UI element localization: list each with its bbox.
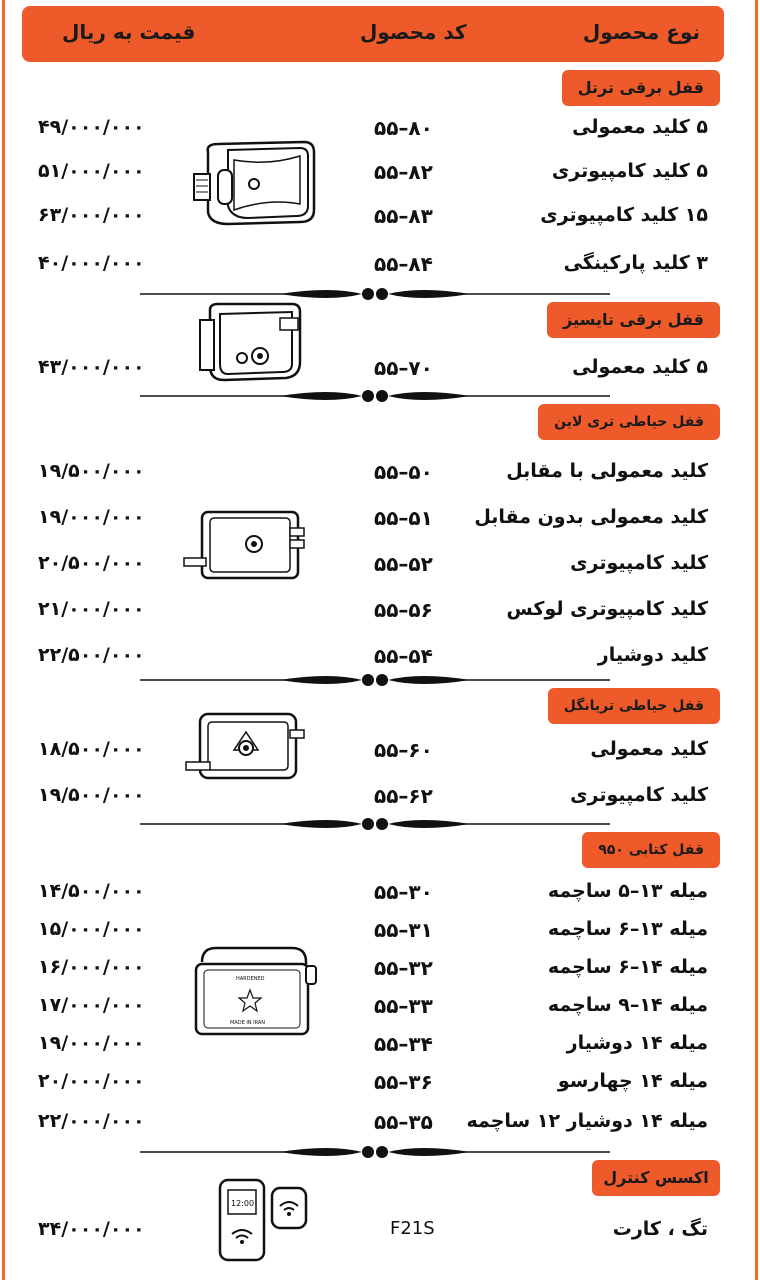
product-name: ۱۵ کلید کامپیوتری	[540, 204, 708, 226]
product-code: ۵۵–۳۵	[374, 1110, 433, 1134]
table-row	[0, 200, 760, 234]
table-row	[0, 1106, 760, 1140]
product-name: کلید معمولی با مقابل	[506, 460, 708, 482]
product-code: ۵۵–۵۰	[374, 460, 433, 484]
header-price: قیمت به ریال	[62, 20, 196, 44]
product-price: ۴۳/۰۰۰/۰۰۰	[38, 356, 145, 378]
table-row	[0, 112, 760, 146]
product-price: ۱۴/۵۰۰/۰۰۰	[38, 880, 145, 902]
ornamental-divider	[140, 386, 610, 406]
product-code: ۵۵–۷۰	[374, 356, 433, 380]
table-row	[0, 640, 760, 674]
product-name: ۵ کلید معمولی	[572, 356, 708, 378]
product-code: ۵۵–۶۰	[374, 738, 433, 762]
table-row	[0, 876, 760, 910]
product-code: F21S	[390, 1218, 435, 1239]
table-row	[0, 352, 760, 386]
product-name: کلید دوشیار	[597, 644, 708, 666]
product-name: کلید کامپیوتری	[570, 784, 708, 806]
reader-display-time: 12:00	[231, 1199, 255, 1208]
table-row	[0, 914, 760, 948]
product-name: ۵ کلید کامپیوتری	[551, 160, 708, 182]
yard-lock-triangle-icon	[182, 710, 308, 786]
product-code: ۵۵–۳۰	[374, 880, 433, 904]
product-price: ۴۰/۰۰۰/۰۰۰	[38, 252, 145, 274]
table-header	[22, 6, 724, 62]
padlock-origin-text: MADE IN IRAN	[230, 1020, 266, 1026]
padlock-brand-text: HARDENED	[236, 976, 265, 982]
product-price: ۳۴/۰۰۰/۰۰۰	[38, 1218, 145, 1240]
product-code: ۵۵–۳۶	[374, 1070, 433, 1094]
product-code: ۵۵–۳۴	[374, 1032, 433, 1056]
access-control-reader-icon	[214, 1172, 310, 1268]
product-name: میله ۱۳–۶ ساچمه	[547, 918, 708, 940]
product-name: میله ۱۳–۵ ساچمه	[547, 880, 708, 902]
yard-lock-triline-icon	[180, 506, 308, 586]
product-name: کلید معمولی بدون مقابل	[474, 506, 708, 528]
product-price: ۱۵/۰۰۰/۰۰۰	[38, 918, 145, 940]
product-price: ۱۹/۰۰۰/۰۰۰	[38, 1032, 145, 1054]
product-price: ۵۱/۰۰۰/۰۰۰	[38, 160, 145, 182]
ornamental-divider	[140, 670, 610, 690]
product-code: ۵۵–۳۱	[374, 918, 433, 942]
product-price: ۲۱/۰۰۰/۰۰۰	[38, 598, 145, 620]
product-code: ۵۵–۸۳	[374, 204, 433, 228]
product-name: میله ۱۴–۶ ساچمه	[547, 956, 708, 978]
table-row	[0, 1028, 760, 1062]
table-row	[0, 248, 760, 282]
product-name: کلید کامپیوتری	[570, 552, 708, 574]
section-title-triline: قفل حیاطی تری لاین	[538, 404, 720, 440]
table-row	[0, 1066, 760, 1100]
electric-lock-taysiz-icon	[196, 300, 306, 386]
product-name: کلید کامپیوتری لوکس	[506, 598, 708, 620]
section-title-access-control: اکسس کنترل	[592, 1160, 720, 1196]
product-code: ۵۵–۳۲	[374, 956, 433, 980]
product-name: ۳ کلید پارکینگی	[563, 252, 708, 274]
table-row	[0, 156, 760, 190]
section-title-turtle: قفل برقی ترتل	[562, 70, 720, 106]
section-title-triangle: قفل حیاطی تریانگل	[548, 688, 720, 724]
padlock-950-icon	[190, 942, 322, 1038]
product-price: ۲۰/۵۰۰/۰۰۰	[38, 552, 145, 574]
product-code: ۵۵–۸۴	[374, 252, 433, 276]
product-code: ۵۵–۸۲	[374, 160, 433, 184]
table-row	[0, 456, 760, 490]
product-price: ۲۰/۰۰۰/۰۰۰	[38, 1070, 145, 1092]
product-price: ۲۲/۰۰۰/۰۰۰	[38, 1110, 145, 1132]
product-price: ۱۹/۰۰۰/۰۰۰	[38, 506, 145, 528]
product-price: ۱۸/۵۰۰/۰۰۰	[38, 738, 145, 760]
product-code: ۵۵–۵۶	[374, 598, 433, 622]
product-name: میله ۱۴–۹ ساچمه	[547, 994, 708, 1016]
product-code: ۵۵–۵۱	[374, 506, 433, 530]
table-row	[0, 990, 760, 1024]
table-row	[0, 780, 760, 814]
header-product-code: کد محصول	[360, 20, 467, 44]
product-name: تگ ، کارت	[612, 1218, 708, 1240]
product-price: ۶۳/۰۰۰/۰۰۰	[38, 204, 145, 226]
product-code: ۵۵–۳۳	[374, 994, 433, 1018]
product-price: ۱۷/۰۰۰/۰۰۰	[38, 994, 145, 1016]
header-product-type: نوع محصول	[582, 20, 700, 44]
product-name: ۵ کلید معمولی	[572, 116, 708, 138]
section-title-padlock-950: قفل کتابی ۹۵۰	[582, 832, 720, 868]
product-name: میله ۱۴ دوشیار	[566, 1032, 708, 1054]
table-row	[0, 548, 760, 582]
product-code: ۵۵–۸۰	[374, 116, 433, 140]
ornamental-divider	[140, 1142, 610, 1162]
electric-lock-turtle-icon	[188, 140, 320, 230]
table-row	[0, 952, 760, 986]
section-title-taysiz: قفل برقی تایسیز	[547, 302, 720, 338]
product-price: ۱۹/۵۰۰/۰۰۰	[38, 784, 145, 806]
product-code: ۵۵–۵۴	[374, 644, 433, 668]
product-name: میله ۱۴ دوشیار ۱۲ ساچمه	[466, 1110, 708, 1132]
product-name: کلید معمولی	[590, 738, 708, 760]
ornamental-divider	[140, 814, 610, 834]
product-price: ۱۹/۵۰۰/۰۰۰	[38, 460, 145, 482]
product-code: ۵۵–۵۲	[374, 552, 433, 576]
table-row	[0, 1214, 760, 1248]
product-price: ۱۶/۰۰۰/۰۰۰	[38, 956, 145, 978]
table-row	[0, 594, 760, 628]
product-name: میله ۱۴ چهارسو	[557, 1070, 708, 1092]
table-row	[0, 502, 760, 536]
table-row	[0, 734, 760, 768]
product-price: ۲۲/۵۰۰/۰۰۰	[38, 644, 145, 666]
product-code: ۵۵–۶۲	[374, 784, 433, 808]
product-price: ۴۹/۰۰۰/۰۰۰	[38, 116, 145, 138]
